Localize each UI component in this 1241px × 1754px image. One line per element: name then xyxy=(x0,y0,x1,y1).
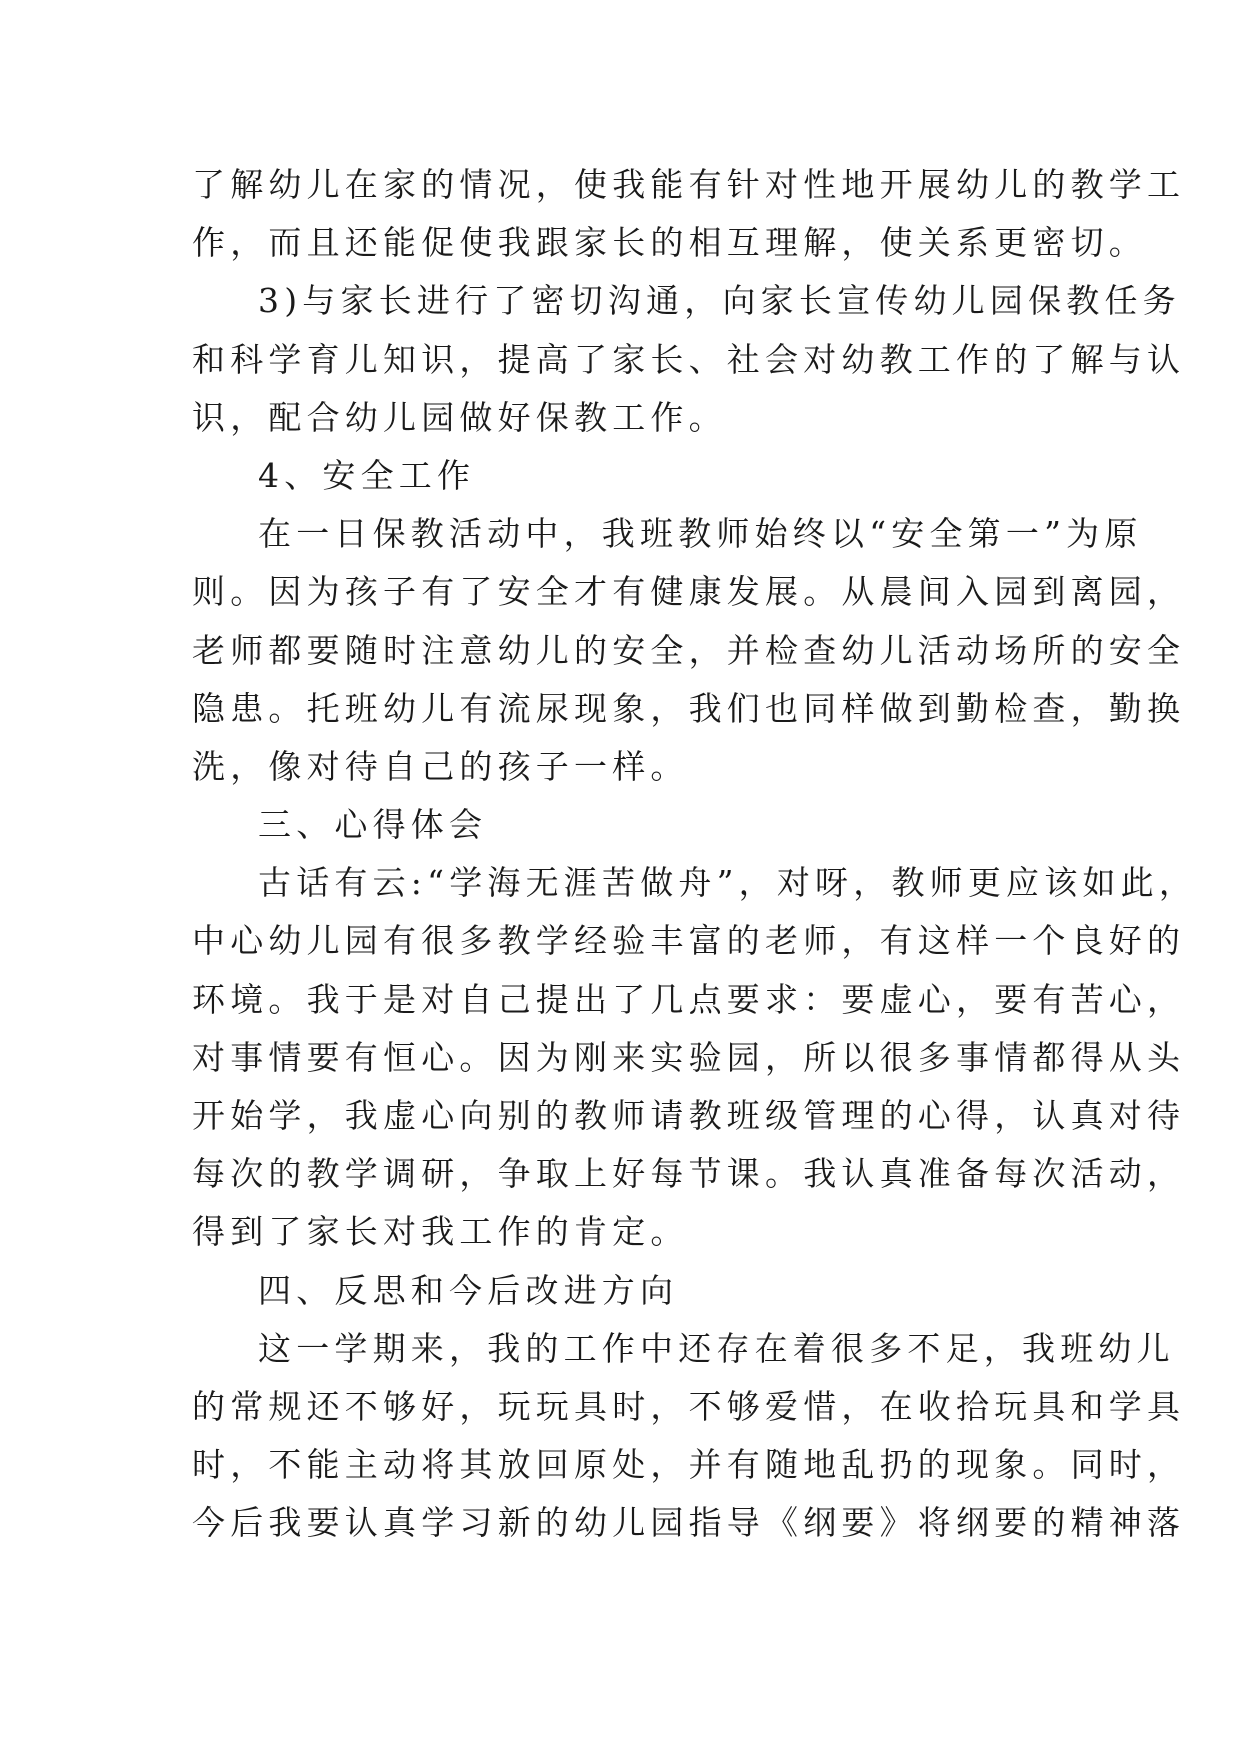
text-line: 今后我要认真学习新的幼儿园指导《纲要》将纲要的精神落 xyxy=(192,1503,1186,1543)
text-line: 洗，像对待自己的孩子一样。 xyxy=(192,746,689,786)
section-heading: 4、安全工作 xyxy=(258,455,476,495)
text-line: 得到了家长对我工作的肯定。 xyxy=(192,1212,689,1252)
text-line: 环境。我于是对自己提出了几点要求：要虚心，要有苦心， xyxy=(192,979,1186,1019)
section-heading: 三、心得体会 xyxy=(258,805,488,845)
text-line: 每次的教学调研，争取上好每节课。我认真准备每次活动， xyxy=(192,1154,1186,1194)
text-line: 则。因为孩子有了安全才有健康发展。从晨间入园到离园， xyxy=(192,572,1186,612)
text-line: 时，不能主动将其放回原处，并有随地乱扔的现象。同时， xyxy=(192,1445,1186,1485)
text-line: 隐患。托班幼儿有流尿现象，我们也同样做到勤检查，勤换 xyxy=(192,688,1186,728)
text-line: 老师都要随时注意幼儿的安全，并检查幼儿活动场所的安全 xyxy=(192,630,1186,670)
text-line: 对事情要有恒心。因为刚来实验园，所以很多事情都得从头 xyxy=(192,1037,1186,1077)
text-line: 的常规还不够好，玩玩具时，不够爱惜，在收拾玩具和学具 xyxy=(192,1386,1186,1426)
text-line: 中心幼儿园有很多教学经验丰富的老师，有这样一个良好的 xyxy=(192,921,1186,961)
text-line: 作，而且还能促使我跟家长的相互理解，使关系更密切。 xyxy=(192,223,1147,263)
document-body xyxy=(192,156,1198,1553)
section-heading: 四、反思和今后改进方向 xyxy=(258,1270,679,1310)
text-line: 识，配合幼儿园做好保教工作。 xyxy=(192,397,727,437)
text-line: 了解幼儿在家的情况，使我能有针对性地开展幼儿的教学工 xyxy=(192,165,1186,204)
text-line: 3)与家长进行了密切沟通，向家长宣传幼儿园保教任务 xyxy=(258,281,1181,321)
text-line: 和科学育儿知识，提高了家长、社会对幼教工作的了解与认 xyxy=(192,339,1186,379)
text-line: 古话有云:“学海无涯苦做舟”，对呀，教师更应该如此， xyxy=(258,863,1198,903)
text-line: 开始学，我虚心向别的教师请教班级管理的心得，认真对待 xyxy=(192,1096,1186,1135)
text-line: 这一学期来，我的工作中还存在着很多不足，我班幼儿 xyxy=(258,1328,1175,1368)
text-line: 在一日保教活动中，我班教师始终以“安全第一”为原 xyxy=(258,514,1143,554)
